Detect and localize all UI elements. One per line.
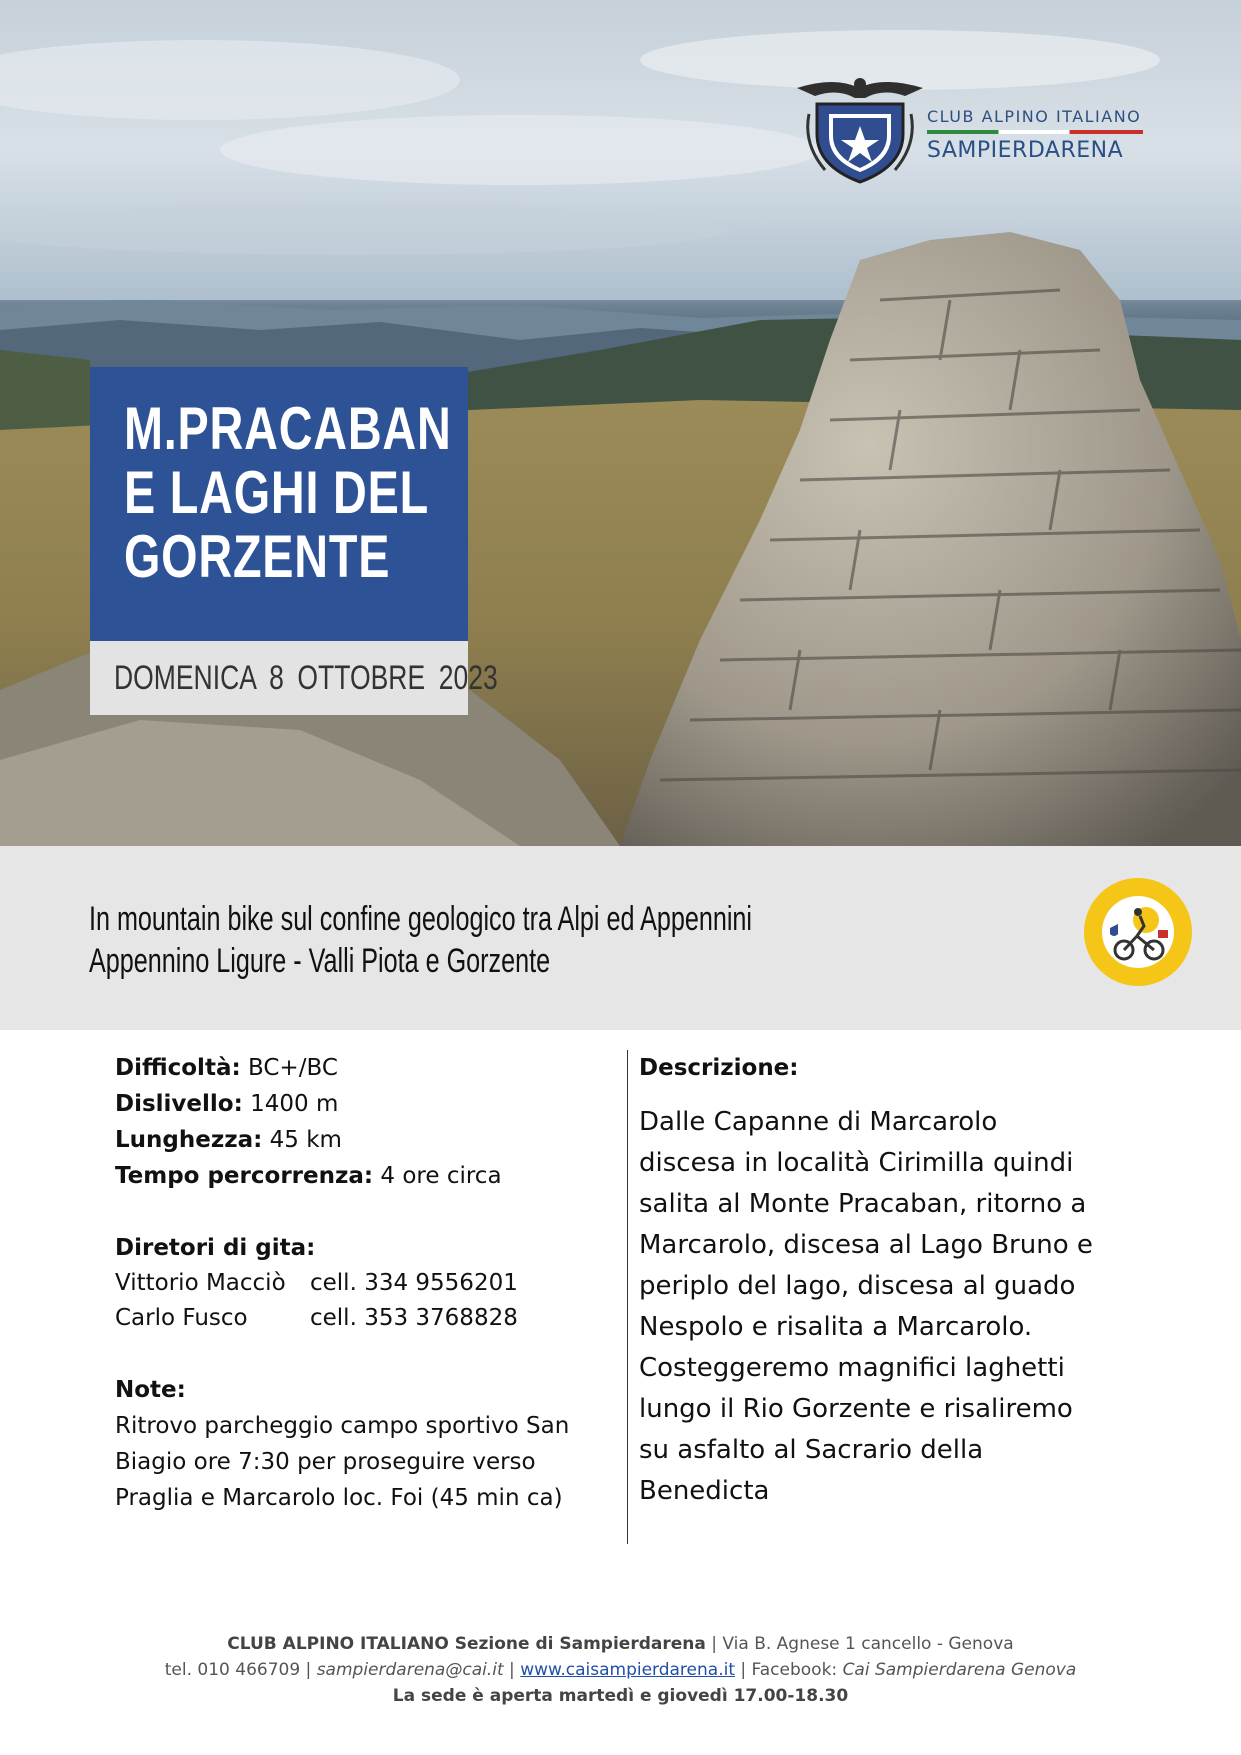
description-line: discesa in località Cirimilla quindi	[639, 1148, 1074, 1178]
note-line: Ritrovo parcheggio campo sportivo San	[115, 1413, 570, 1439]
footer-website-link[interactable]: www.caisampierdarena.it	[520, 1660, 735, 1680]
date-box	[90, 641, 498, 715]
description	[639, 1050, 1139, 1512]
event-date: DOMENICA 8 OTTOBRE 2023	[114, 659, 498, 697]
footer-facebook: Cai Sampierdarena Genova	[842, 1660, 1077, 1680]
logo-tricolor-divider	[927, 130, 1143, 134]
description-line: Benedicta	[639, 1476, 770, 1506]
footer-email[interactable]: sampierdarena@cai.it	[316, 1660, 504, 1680]
subtitle-line: Appennino Ligure - Valli Piota e Gorzente	[89, 942, 551, 980]
leader-row	[115, 1301, 635, 1336]
elevation-value: 1400 m	[250, 1091, 339, 1117]
subtitle-band	[0, 846, 1241, 1030]
footer-line-address: CLUB ALPINO ITALIANO Sezione di Sampierdarena | Via B. Agnese 1 cancello - Genova	[227, 1634, 1014, 1654]
description-body	[639, 1102, 1129, 1512]
length-row	[115, 1122, 635, 1158]
leader-name: Vittorio Macciò	[115, 1270, 286, 1296]
footer-address: Via B. Agnese 1 cancello - Genova	[722, 1634, 1014, 1654]
title-line: GORZENTE	[124, 523, 391, 590]
cai-eagle-emblem-icon	[795, 74, 925, 184]
duration-row	[115, 1158, 635, 1194]
description-line: salita al Monte Pracaban, ritorno a	[639, 1189, 1087, 1219]
description-line: su asfalto al Sacrario della	[639, 1435, 984, 1465]
footer-hours: La sede è aperta martedì e giovedì 17.00-18.30	[392, 1686, 849, 1706]
elevation-label: Dislivello:	[115, 1091, 243, 1117]
logo-club-name: CLUB ALPINO ITALIANO	[927, 107, 1142, 126]
description-line: Marcarolo, discesa al Lago Bruno e	[639, 1230, 1093, 1260]
leader-name: Carlo Fusco	[115, 1305, 248, 1331]
duration-label: Tempo percorrenza:	[115, 1163, 374, 1189]
footer	[0, 1631, 1241, 1709]
cai-sampierdarena-logo	[795, 74, 1145, 184]
column-divider	[627, 1050, 628, 1544]
description-line: Costeggeremo magnifici laghetti	[639, 1353, 1065, 1383]
title-line: E LAGHI DEL	[124, 459, 429, 526]
elevation-row	[115, 1086, 635, 1122]
description-line: periplo del lago, discesa al guado	[639, 1271, 1076, 1301]
note-line: Praglia e Marcarolo loc. Foi (45 min ca)	[115, 1485, 563, 1511]
description-line: Dalle Capanne di Marcarolo	[639, 1107, 998, 1137]
trip-info	[115, 1050, 635, 1516]
description-line: Nespolo e risalita a Marcarolo.	[639, 1312, 1033, 1342]
footer-line-contacts: tel. 010 466709 | sampierdarena@cai.it | www.caisampierdarena.it | Facebook: Cai Sampierdarena Genova	[164, 1660, 1077, 1680]
footer-org: CLUB ALPINO ITALIANO Sezione di Sampierdarena	[227, 1634, 706, 1654]
difficulty-label: Difficoltà:	[115, 1055, 241, 1081]
logo-section-name: SAMPIERDARENA	[927, 138, 1124, 163]
event-title	[124, 395, 452, 590]
footer-phone: tel. 010 466709	[164, 1660, 301, 1680]
difficulty-row	[115, 1050, 635, 1086]
leader-phone: cell. 334 9556201	[310, 1270, 518, 1296]
leader-row	[115, 1266, 635, 1301]
description-heading: Descrizione:	[639, 1055, 799, 1081]
leader-phone: cell. 353 3768828	[310, 1305, 518, 1331]
leaders-heading: Diretori di gita:	[115, 1235, 316, 1261]
description-line: lungo il Rio Gorzente e risaliremo	[639, 1394, 1073, 1424]
note-line: Biagio ore 7:30 per proseguire verso	[115, 1449, 536, 1475]
title-line: M.PRACABAN	[124, 395, 452, 462]
duration-value: 4 ore circa	[380, 1163, 502, 1189]
length-value: 45 km	[269, 1127, 342, 1153]
length-label: Lunghezza:	[115, 1127, 263, 1153]
subtitle-line: In mountain bike sul confine geologico tra Alpi ed Appennini	[89, 900, 753, 938]
difficulty-value: BC+/BC	[247, 1055, 338, 1081]
footer-line-hours	[0, 1683, 1241, 1709]
notes-heading: Note:	[115, 1377, 186, 1403]
title-box	[90, 367, 468, 641]
ciclocai-badge-icon	[1082, 876, 1194, 988]
